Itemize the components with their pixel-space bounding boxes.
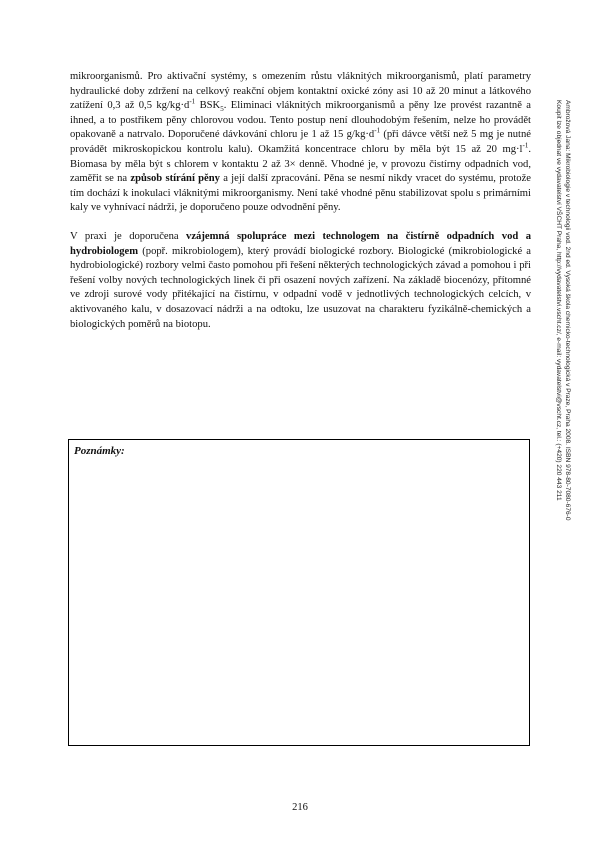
text-run: . Eliminaci vláknitých mikroorganismů a pěny lze provést razantně a ihned, a to postřikem pěny chlorovou vodou. Tento postup není dlouhodobým řešením, nelze ho provádět opakovaně a natrvalo. Doporučené dávkování chloru je 1 až 15 g/kg·d [70, 100, 531, 141]
subscript: 5 [220, 105, 224, 114]
emphasis-text: způsob stírání pěny [130, 173, 220, 185]
page-number: 216 [292, 802, 308, 813]
text-run: BSK [195, 100, 221, 112]
text-run: a její další zpracování. Pěna se nesmí nikdy vracet do systému, protože tím dochází k inokulaci vláknitými mikroorganismy. Není také vhodné pěnu stabilizovat spolu s primárními kaly ve vyhnívací nádrži, je doporučeno pouze odvodnění pěny. [70, 173, 531, 214]
text-run: (popř. mikrobiologem), který provádí biologické rozbory. Biologické (mikrobiologické a hydrobiologické) rozbory velmi často pomohou při řešení některých technologických závad a pomohou i při řešení volby nových technologických linek či při osazení nových zařízení. Na základě biocenózy, přítomné ve zdroji surové vody přitékající na čistírnu, v odpadní vodě v jednotlivých technologických celcích, v aktivovaného kalu, v dosazovací nádrži a na odtoku, lze usuzovat na charakteru fyzikálně-chemických a biologických poměrů na biotopu. [70, 245, 531, 330]
body-text [70, 70, 531, 332]
text-run: V praxi je doporučena [70, 230, 187, 242]
superscript: -1 [189, 97, 196, 106]
text-run: . Biomasa by měla být s chlorem v kontaktu 2 až 3× denně. Vhodné je, v provozu čistírny odpadních vod, zaměřit se na [70, 143, 531, 185]
text-run: mikroorganismů. Pro aktivační systémy, s omezením růstu vláknitých mikroorganismů, platí parametry hydraulické doby zdržení na celkový reakční objem kontaktní oxické zóny asi 10 až 20 minut a látkového zatížení 0,3 až 0,5 kg/kg·d [70, 71, 531, 112]
text-run: (při dávce větší než 5 mg je nutné provádět mikroskopickou kontrolu kalu). Okamžitá koncentrace chloru by měla být 15 až 20 mg·l [70, 129, 531, 155]
superscript: -1 [522, 141, 529, 150]
paragraph-2 [70, 230, 531, 332]
emphasis-text: vzájemná spolupráce mezi technologem na čistírně odpadních vod a hydrobiologem [70, 230, 531, 257]
superscript: -1 [374, 126, 381, 135]
citation-line-1: Ambrožová Jana: Mikrobiologie v technologii vod. 2nd ed. Vysoká škola chemicko-technologická v Praze, Praha 2008. ISBN 978-80-7080-676-0 [564, 100, 571, 521]
citation-line-2: Koupit lze objednat ve vydavatelství VŠCHT Praha, http://vydavatelstvi.vscht.cz/, e-mail: vydavatelstvi@vscht.cz, tel.: (+420) 220 443 211 [555, 100, 562, 501]
notes-box [68, 439, 530, 746]
paragraph-1 [70, 70, 531, 216]
side-citation [554, 100, 572, 620]
notes-label: Poznámky: [74, 445, 125, 457]
